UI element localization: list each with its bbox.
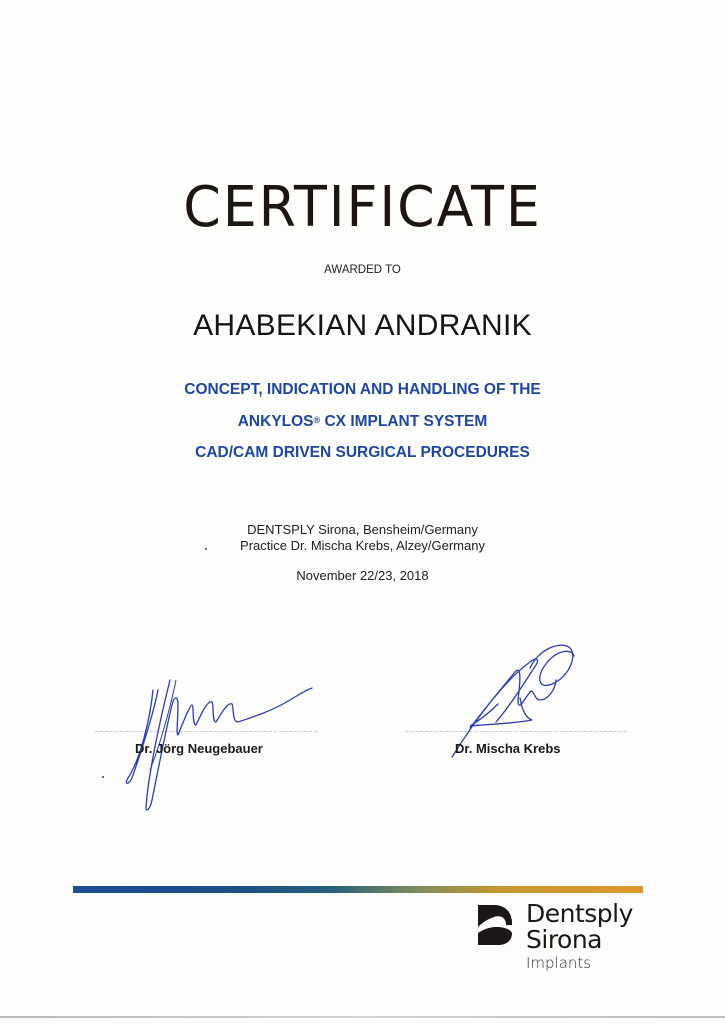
location-line-2: Practice Dr. Mischa Krebs, Alzey/Germany (240, 538, 485, 553)
course-title-line-1: CONCEPT, INDICATION AND HANDLING OF THE (184, 381, 541, 398)
logo-text-sirona: Sirona (526, 925, 603, 954)
recipient-name: AHABEKIAN ANDRANIK (193, 309, 532, 342)
signatory-name-right: Dr. Mischa Krebs (455, 741, 561, 756)
certificate-title: CERTIFICATE (183, 175, 542, 240)
course-title-line-3: CAD/CAM DRIVEN SURGICAL PROCEDURES (195, 444, 530, 461)
awarded-to-label: AWARDED TO (324, 264, 401, 276)
course-product-name: ANKYLOS (237, 413, 314, 430)
brand-gradient-bar (73, 886, 643, 893)
logo-text-implants: Implants (526, 954, 592, 972)
dentsply-sirona-logo-icon (476, 903, 514, 947)
course-date: November 22/23, 2018 (296, 568, 429, 583)
page-bottom-edge (0, 1016, 725, 1018)
logo-text-dentsply: Dentsply (526, 899, 633, 928)
signatory-name-left: Dr. Jörg Neugebauer (135, 741, 263, 756)
location-line-1: DENTSPLY Sirona, Bensheim/Germany (247, 522, 478, 537)
course-product-suffix: CX IMPLANT SYSTEM (320, 413, 488, 430)
registered-mark: ® (313, 415, 321, 425)
